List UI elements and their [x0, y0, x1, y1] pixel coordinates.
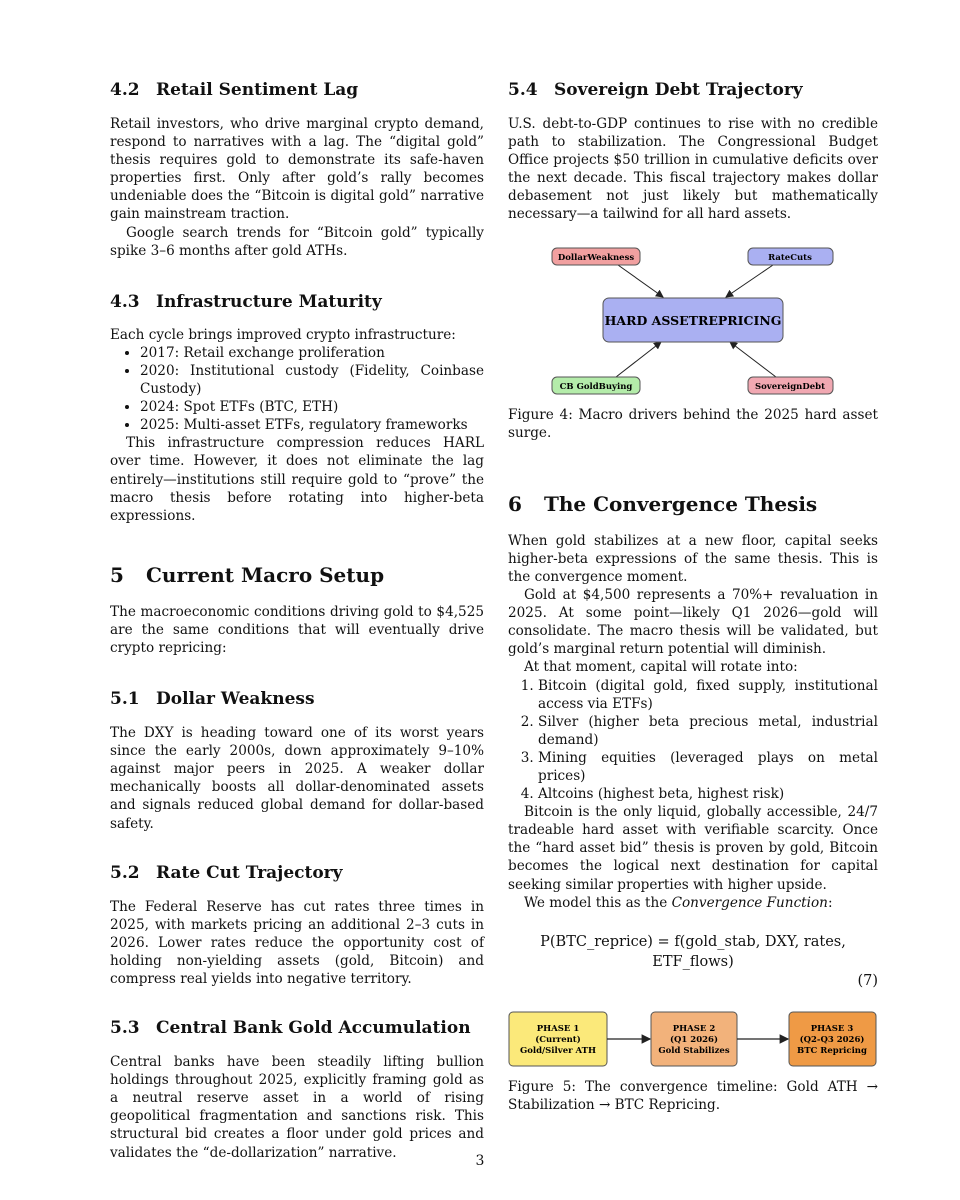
svg-text:Gold/Silver ATH: Gold/Silver ATH [519, 1045, 597, 1056]
section-6-para-1: When gold stabilizes at a new floor, capital seeks higher-beta expressions of the same thesis. This is the convergence moment. [508, 532, 878, 585]
section-5-3-para-1: Central banks have been steadily lifting bullion holdings throughout 2025, explicitly framing gold as a neutral reserve asset in a world of rising geopolitical fragmentation and sanctions risk. This structural bid creates a floor under gold prices and validates the “de-dollarization” narrative. [110, 1054, 484, 1161]
arrow [726, 265, 773, 297]
section-5-heading: 5 Current Macro Setup [110, 562, 385, 587]
figure-4-diagram [508, 244, 878, 400]
section-5-para-1: The macroeconomic conditions driving gold to $4,525 are the same conditions that will eventually drive crypto repricing: [110, 603, 484, 656]
svg-text:BTC Repricing: BTC Repricing [797, 1045, 867, 1056]
section-6-para-2: Gold at $4,500 represents a 70%+ revaluation in 2025. At some point—likely Q1 2026—gold will consolidate. The macro thesis will be validated, but gold’s marginal return potential will diminish. [508, 587, 878, 658]
right-column [508, 78, 878, 1114]
svg-text:PHASE 3: PHASE 3 [810, 1023, 854, 1034]
section-4-3-para-2: This infrastructure compression reduces HARL over time. However, it does not eliminate the lag entirely—institutions still require gold to “prove” the macro thesis before rotating into higher-beta expressions. [110, 435, 484, 524]
infrastructure-list [110, 344, 484, 434]
section-6-para-4: Bitcoin is the only liquid, globally accessible, 24/7 tradeable hard asset with verifiable scarcity. Once the “hard asset bid” thesis is proven by gold, Bitcoin becomes the logical next destination for capital seeking similar properties with higher upside. [508, 804, 878, 893]
section-5-1-para-1: The DXY is heading toward one of its worst years since the early 2000s, down approximately 9–10% against major peers in 2025. A weaker dollar mechanically boosts all dollar-denominated assets and signals reduced global demand for dollar-based safety. [110, 725, 484, 832]
section-5-4-heading: 5.4 Sovereign Debt Trajectory [508, 80, 803, 100]
figure-4-caption: Figure 4: Macro drivers behind the 2025 hard asset surge. [508, 406, 878, 441]
section-6-para-3: At that moment, capital will rotate into: [524, 659, 798, 676]
svg-text:PHASE 2: PHASE 2 [672, 1023, 716, 1034]
svg-text:(Q1 2026): (Q1 2026) [670, 1034, 718, 1045]
list-item: • 2024: Spot ETFs (BTC, ETH) [140, 398, 484, 416]
figure-5-caption: Figure 5: The convergence timeline: Gold ATH → Stabilization → BTC Repricing. [508, 1078, 878, 1113]
section-5-3-heading: 5.3 Central Bank Gold Accumulation [110, 1018, 471, 1039]
svg-text:(Q2-Q3 2026): (Q2-Q3 2026) [799, 1034, 865, 1045]
svg-text:(Current): (Current) [535, 1034, 581, 1045]
hard-asset-repricing-label: HARD ASSETREPRICING [604, 312, 782, 328]
convergence-equation: P(BTC_reprice) = f(gold_stab, DXY, rates, ETF_flows) [540, 933, 846, 970]
section-4-2-para-1: Retail investors, who drive marginal crypto demand, respond to narratives with a lag. The “digital gold” thesis requires gold to demonstrate its safe-haven properties first. Only after gold’s rally becomes undeniable does the “Bitcoin is digital gold” narrative gain mainstream traction. [110, 116, 484, 223]
section-5-4-para-1: U.S. debt-to-GDP continues to rise with no credible path to stabilization. The Congressional Budget Office projects $50 trillion in cumulative deficits over the next decade. This fiscal trajectory makes dollar debasement not just likely but mathematically necessary—a tailwind for all hard assets. [508, 116, 878, 223]
section-4-3-heading: 4.3 Infrastructure Maturity [110, 291, 382, 312]
dollar-weakness-label: DollarWeakness [557, 252, 635, 263]
list-item: 1. Bitcoin (digital gold, fixed supply, institutional access via ETFs) [538, 677, 878, 713]
section-6-para-5: We model this as the Convergence Function: [524, 894, 833, 911]
equation-number: (7) [857, 972, 878, 989]
list-item: 4. Altcoins (highest beta, highest risk) [538, 785, 878, 803]
list-item: 2. Silver (higher beta precious metal, industrial demand) [538, 713, 878, 749]
list-item: • 2020: Institutional custody (Fidelity, Coinbase Custody) [140, 362, 484, 398]
svg-text:PHASE 1: PHASE 1 [536, 1023, 580, 1034]
list-item: • 2017: Retail exchange proliferation [140, 344, 484, 362]
sovereign-debt-label: SovereignDebt [754, 381, 826, 392]
figure-5-diagram [508, 1010, 878, 1070]
svg-text:Gold Stabilizes: Gold Stabilizes [658, 1045, 730, 1056]
arrow [730, 342, 776, 377]
cb-gold-buying-label: CB GoldBuying [559, 381, 633, 392]
section-4-2-para-2: Google search trends for “Bitcoin gold” typically spike 3–6 months after gold ATHs. [110, 224, 484, 259]
rotation-list [508, 677, 878, 804]
section-4-3-intro: Each cycle brings improved crypto infrastructure: [110, 326, 456, 343]
list-item: • 2025: Multi-asset ETFs, regulatory frameworks [140, 416, 484, 434]
section-4-2-heading: 4.2 Retail Sentiment Lag [110, 80, 359, 100]
arrow [616, 342, 661, 377]
left-column [110, 78, 484, 1162]
list-item: 3. Mining equities (leveraged plays on metal prices) [538, 749, 878, 785]
page-number: 3 [475, 1153, 485, 1169]
section-5-2-heading: 5.2 Rate Cut Trajectory [110, 862, 343, 883]
arrow [618, 265, 663, 297]
section-6-heading: 6 The Convergence Thesis [508, 491, 818, 516]
section-5-1-heading: 5.1 Dollar Weakness [110, 689, 315, 710]
rate-cuts-label: RateCuts [768, 252, 812, 263]
section-5-2-para-1: The Federal Reserve has cut rates three times in 2025, with markets pricing an additional 2–3 cuts in 2026. Lower rates reduce the opportunity cost of holding non-yielding assets (gold, Bitcoin) and compress real yields into negative territory. [110, 898, 484, 987]
